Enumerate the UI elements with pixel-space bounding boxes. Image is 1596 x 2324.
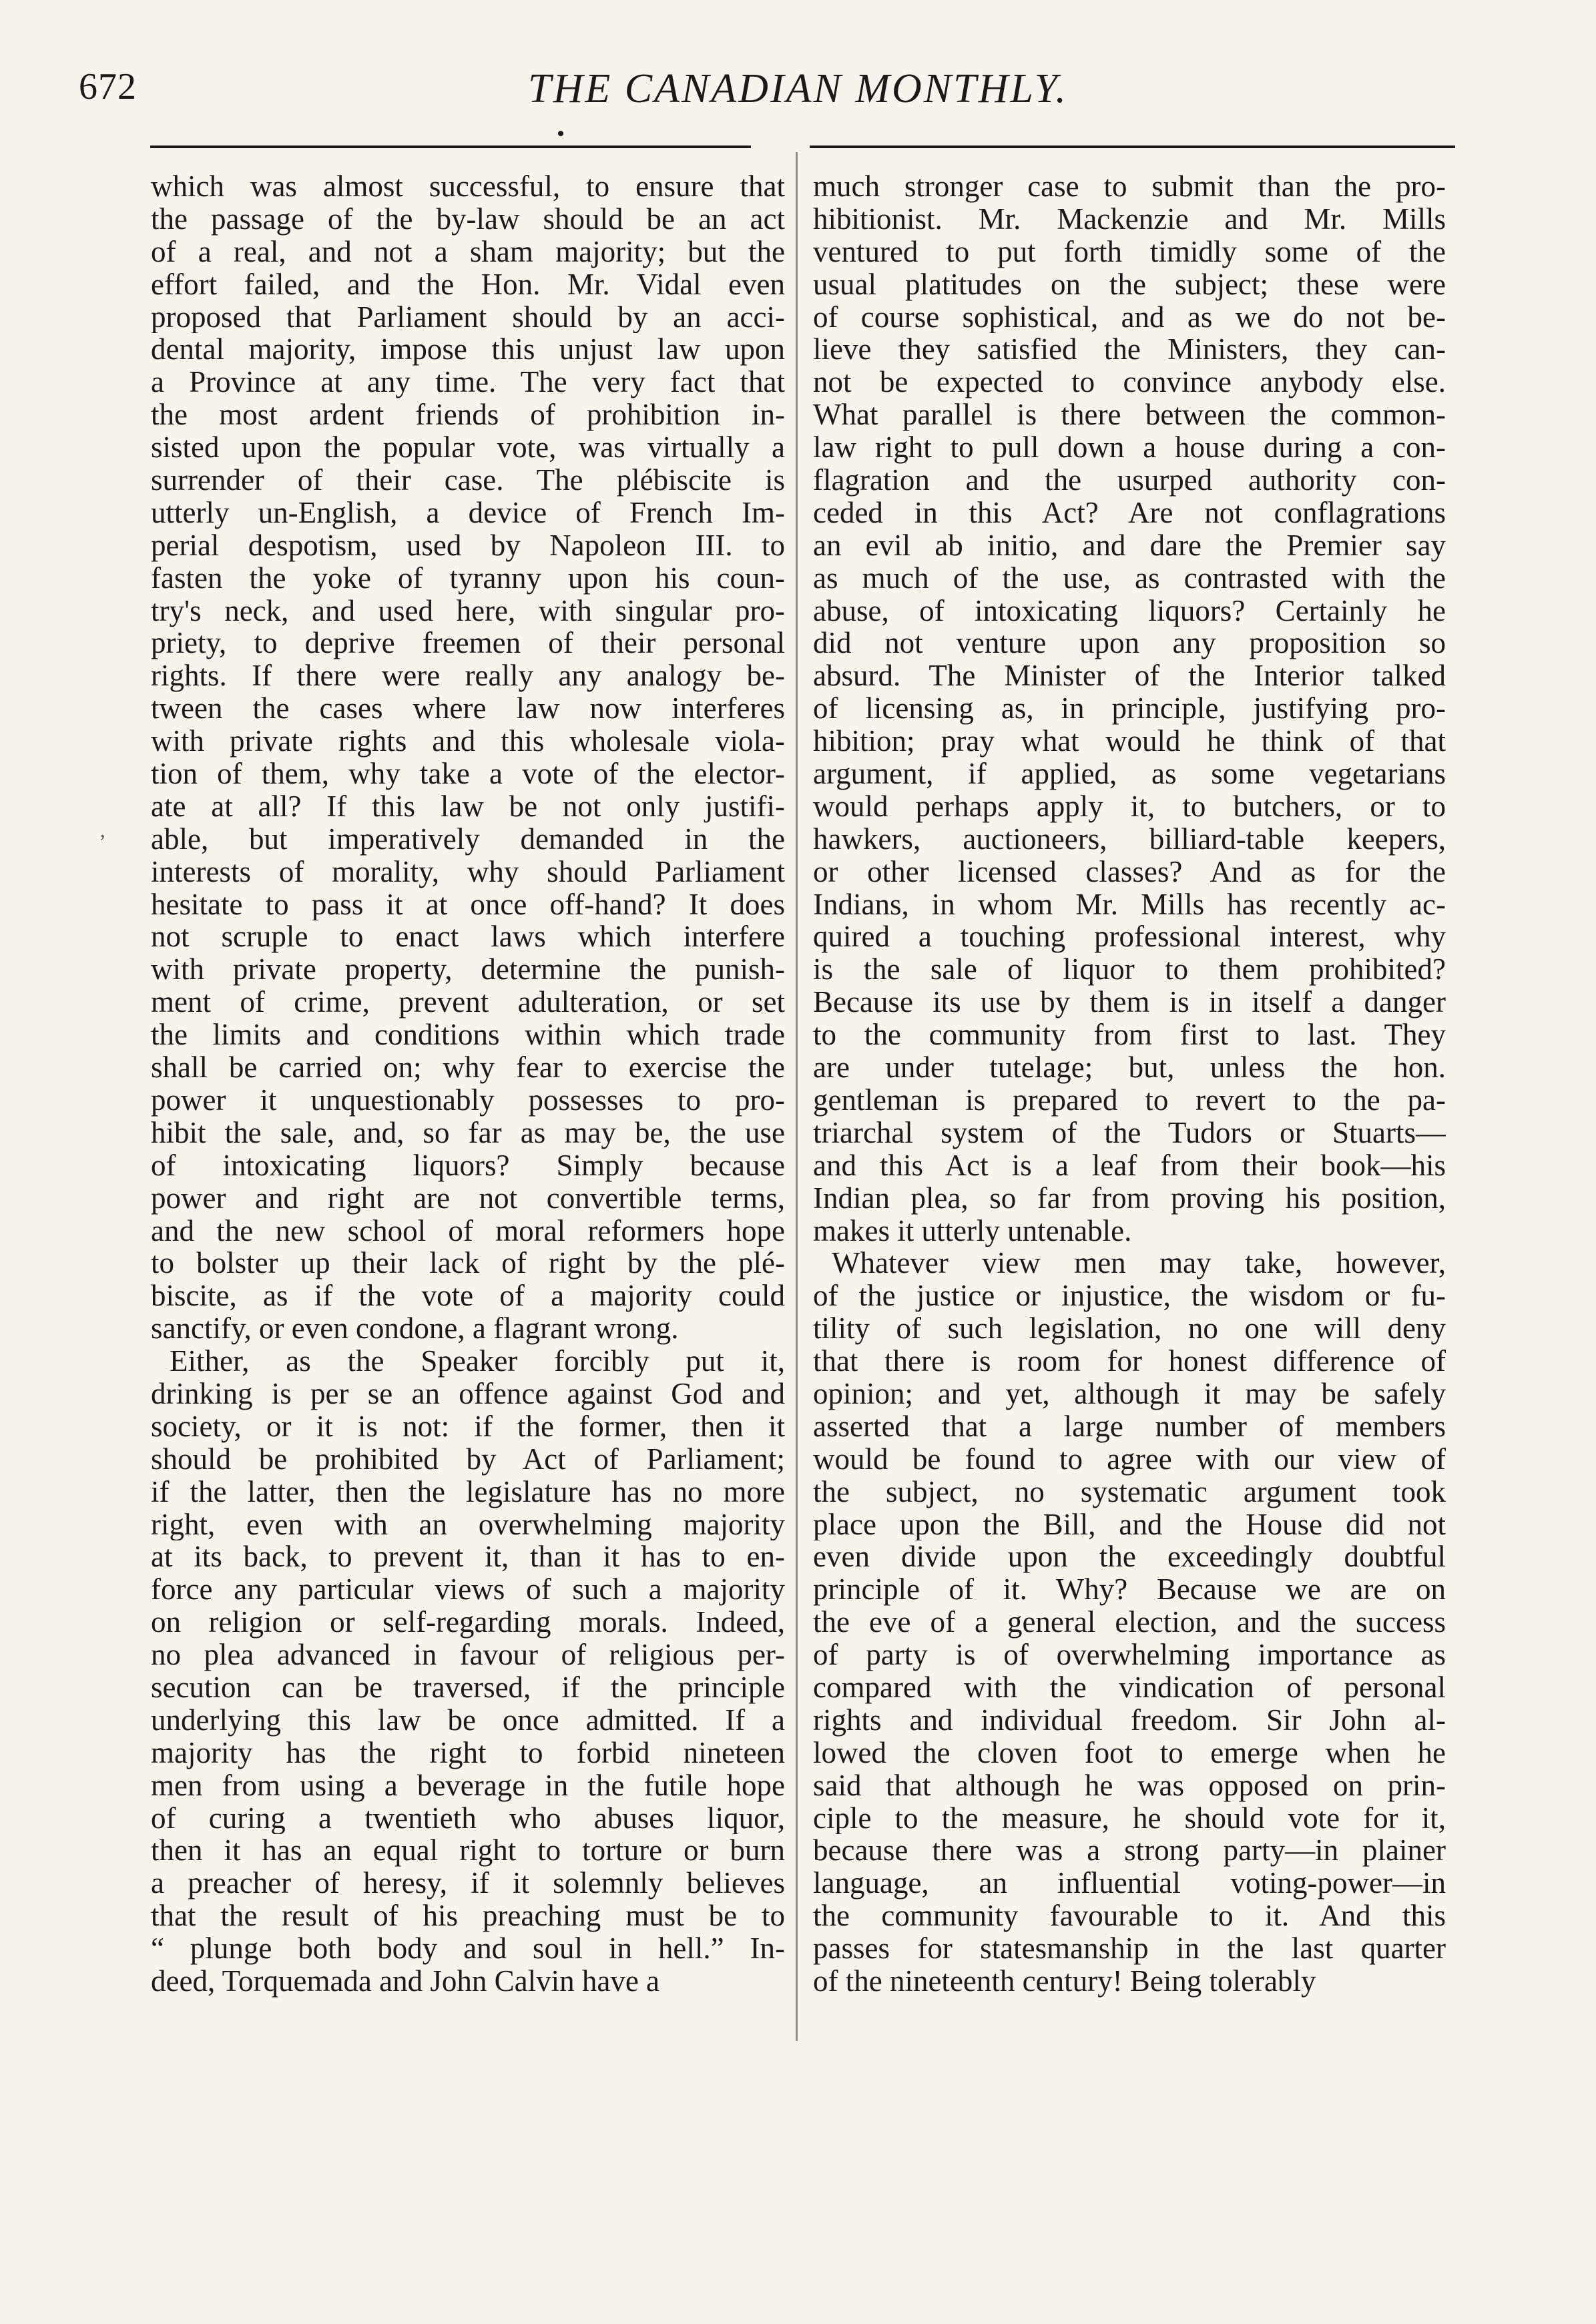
text-line: the passage of the by-law should be an act bbox=[151, 202, 785, 236]
text-line: with private rights and this wholesale viola- bbox=[151, 725, 785, 758]
text-line: perial despotism, used by Napoleon III. to bbox=[151, 529, 785, 562]
text-line: law right to pull down a house during a con- bbox=[813, 431, 1446, 465]
text-line: with private property, determine the punish- bbox=[151, 953, 785, 986]
text-line: priety, to deprive freemen of their personal bbox=[151, 627, 785, 660]
right-column bbox=[813, 170, 1446, 1998]
text-line: argument, if applied, as some vegetarians bbox=[813, 758, 1446, 790]
text-line: ciple to the measure, he should vote for it, bbox=[813, 1801, 1446, 1835]
text-line: of the nineteenth century! Being tolerably bbox=[813, 1964, 1316, 1998]
text-line: quired a touching professional interest, why bbox=[813, 920, 1446, 954]
text-line: did not venture upon any proposition so bbox=[813, 627, 1446, 660]
text-line: compared with the vindication of personal bbox=[813, 1671, 1446, 1704]
left-column bbox=[151, 170, 785, 1998]
text-line: What parallel is there between the common- bbox=[813, 398, 1446, 432]
text-line: dental majority, impose this unjust law upon bbox=[151, 333, 785, 366]
text-line: of party is of overwhelming importance as bbox=[813, 1639, 1446, 1671]
text-line: majority has the right to forbid nineteen bbox=[151, 1736, 785, 1769]
text-line: an evil ab initio, and dare the Premier say bbox=[813, 529, 1446, 562]
text-line: on religion or self-regarding morals. Indeed, bbox=[151, 1606, 785, 1639]
text-line: which was almost successful, to ensure that bbox=[151, 170, 785, 203]
text-line: said that although he was opposed on prin- bbox=[813, 1769, 1446, 1802]
text-line: secution can be traversed, if the principle bbox=[151, 1671, 785, 1704]
page-header bbox=[0, 65, 1596, 119]
text-line: try's neck, and used here, with singular pro- bbox=[151, 594, 785, 627]
text-line: ate at all? If this law be not only justifi- bbox=[151, 790, 785, 823]
text-line: usual platitudes on the subject; these were bbox=[813, 268, 1446, 301]
text-line: passes for statesmanship in the last quarter bbox=[813, 1932, 1446, 1965]
text-line: opinion; and yet, although it may be safely bbox=[813, 1377, 1446, 1410]
text-line: hibition; pray what would he think of that bbox=[813, 725, 1446, 758]
text-line: utterly un-English, a device of French Im- bbox=[151, 496, 785, 529]
text-line: of the justice or injustice, the wisdom or fu- bbox=[813, 1279, 1446, 1313]
text-line: deed, Torquemada and John Calvin have a bbox=[151, 1964, 660, 1998]
text-line: much stronger case to submit than the pro- bbox=[813, 170, 1446, 203]
text-line: hawkers, auctioneers, billiard-table keepers, bbox=[813, 822, 1446, 856]
text-line: right, even with an overwhelming majority bbox=[151, 1508, 785, 1541]
text-line: flagration and the usurped authority con- bbox=[813, 464, 1446, 497]
text-line: the most ardent friends of prohibition in- bbox=[151, 398, 785, 432]
text-line: Whatever view men may take, however, bbox=[832, 1247, 1446, 1280]
text-line: the subject, no systematic argument took bbox=[813, 1475, 1446, 1508]
text-line: that there is room for honest difference of bbox=[813, 1345, 1446, 1378]
text-line: power it unquestionably possesses to pro- bbox=[151, 1083, 785, 1117]
text-line: is the sale of liquor to them prohibited? bbox=[813, 953, 1446, 986]
text-line: absurd. The Minister of the Interior talked bbox=[813, 659, 1446, 693]
column-separator bbox=[796, 152, 798, 2041]
text-line: because there was a strong party—in plainer bbox=[813, 1834, 1446, 1867]
text-line: tion of them, why take a vote of the elector- bbox=[151, 758, 785, 790]
text-line: place upon the Bill, and the House did not bbox=[813, 1508, 1446, 1541]
text-line: drinking is per se an offence against God and bbox=[151, 1377, 785, 1410]
text-line: rights and individual freedom. Sir John al- bbox=[813, 1703, 1446, 1737]
text-line: interests of morality, why should Parliament bbox=[151, 855, 785, 888]
text-line: of intoxicating liquors? Simply because bbox=[151, 1149, 785, 1182]
text-line: principle of it. Why? Because we are on bbox=[813, 1573, 1446, 1607]
text-line: makes it utterly untenable. bbox=[813, 1214, 1132, 1247]
text-line: that the result of his preaching must be to bbox=[151, 1900, 785, 1933]
text-line: asserted that a large number of members bbox=[813, 1410, 1446, 1443]
text-line: as much of the use, as contrasted with the bbox=[813, 561, 1446, 595]
header-rule-left bbox=[150, 146, 751, 148]
text-line: men from using a beverage in the futile hope bbox=[151, 1769, 785, 1802]
page-number: 672 bbox=[79, 66, 137, 107]
text-line: shall be carried on; why fear to exercise the bbox=[151, 1051, 785, 1084]
margin-mark: , bbox=[100, 820, 105, 842]
text-line: the community favourable to it. And this bbox=[813, 1900, 1446, 1933]
text-line: surrender of their case. The plébiscite is bbox=[151, 464, 785, 497]
text-line: ceded in this Act? Are not conflagrations bbox=[813, 496, 1446, 529]
text-line: gentleman is prepared to revert to the pa- bbox=[813, 1083, 1446, 1117]
text-line: the limits and conditions within which trade bbox=[151, 1019, 785, 1052]
text-line: to bolster up their lack of right by the plé- bbox=[151, 1247, 785, 1280]
text-line: triarchal system of the Tudors or Stuarts— bbox=[813, 1116, 1446, 1149]
text-line: no plea advanced in favour of religious per- bbox=[151, 1639, 785, 1671]
text-line: biscite, as if the vote of a majority could bbox=[151, 1279, 785, 1313]
text-line: tility of such legislation, no one will deny bbox=[813, 1312, 1446, 1346]
text-line: not be expected to convince anybody else. bbox=[813, 366, 1446, 399]
text-line: hibit the sale, and, so far as may be, the use bbox=[151, 1116, 785, 1149]
text-line: underlying this law be once admitted. If a bbox=[151, 1703, 785, 1737]
running-title: THE CANADIAN MONTHLY. bbox=[528, 66, 1068, 111]
text-line: tween the cases where law now interferes bbox=[151, 692, 785, 725]
text-line: abuse, of intoxicating liquors? Certainly he bbox=[813, 594, 1446, 627]
text-line: or other licensed classes? And as for the bbox=[813, 855, 1446, 888]
text-line: the eve of a general election, and the success bbox=[813, 1606, 1446, 1639]
text-line: a preacher of heresy, if it solemnly believes bbox=[151, 1867, 785, 1900]
text-line: should be prohibited by Act of Parliament; bbox=[151, 1442, 785, 1476]
text-line: Indian plea, so far from proving his position, bbox=[813, 1181, 1446, 1215]
text-line: fasten the yoke of tyranny upon his coun- bbox=[151, 561, 785, 595]
text-line: lieve they satisfied the Ministers, they can- bbox=[813, 333, 1446, 366]
text-line: of licensing as, in principle, justifying pro- bbox=[813, 692, 1446, 725]
text-line: are under tutelage; but, unless the hon. bbox=[813, 1051, 1446, 1084]
text-line: society, or it is not: if the former, then it bbox=[151, 1410, 785, 1443]
header-dot bbox=[558, 131, 563, 136]
text-line: sanctify, or even condone, a flagrant wrong. bbox=[151, 1312, 679, 1346]
text-line: would perhaps apply it, to butchers, or to bbox=[813, 790, 1446, 823]
text-line: proposed that Parliament should by an acci- bbox=[151, 300, 785, 334]
text-line: a Province at any time. The very fact that bbox=[151, 366, 785, 399]
text-line: ventured to put forth timidly some of the bbox=[813, 235, 1446, 268]
text-line: lowed the cloven foot to emerge when he bbox=[813, 1736, 1446, 1769]
text-line: to the community from first to last. They bbox=[813, 1019, 1446, 1052]
text-line: power and right are not convertible terms, bbox=[151, 1181, 785, 1215]
text-line: even divide upon the exceedingly doubtful bbox=[813, 1540, 1446, 1574]
text-line: of curing a twentieth who abuses liquor, bbox=[151, 1801, 785, 1835]
text-line: and this Act is a leaf from their book—his bbox=[813, 1149, 1446, 1182]
text-line: effort failed, and the Hon. Mr. Vidal even bbox=[151, 268, 785, 301]
text-line: not scruple to enact laws which interfere bbox=[151, 920, 785, 954]
text-line: “ plunge both body and soul in hell.” In- bbox=[151, 1932, 785, 1965]
text-line: hesitate to pass it at once off-hand? It does bbox=[151, 888, 785, 921]
text-line: rights. If there were really any analogy be- bbox=[151, 659, 785, 693]
header-rule-right bbox=[810, 146, 1455, 148]
text-line: hibitionist. Mr. Mackenzie and Mr. Mills bbox=[813, 202, 1446, 236]
text-line: of a real, and not a sham majority; but the bbox=[151, 235, 785, 268]
text-line: at its back, to prevent it, than it has to en- bbox=[151, 1540, 785, 1574]
text-line: of course sophistical, and as we do not be- bbox=[813, 300, 1446, 334]
text-line: ment of crime, prevent adulteration, or set bbox=[151, 986, 785, 1019]
text-line: Indians, in whom Mr. Mills has recently ac- bbox=[813, 888, 1446, 921]
text-line: and the new school of moral reformers hope bbox=[151, 1214, 785, 1247]
text-line: language, an influential voting-power—in bbox=[813, 1867, 1446, 1900]
text-line: Because its use by them is in itself a danger bbox=[813, 986, 1446, 1019]
text-line: would be found to agree with our view of bbox=[813, 1442, 1446, 1476]
text-line: force any particular views of such a majority bbox=[151, 1573, 785, 1607]
text-line: then it has an equal right to torture or burn bbox=[151, 1834, 785, 1867]
text-line: if the latter, then the legislature has no more bbox=[151, 1475, 785, 1508]
text-line: sisted upon the popular vote, was virtually a bbox=[151, 431, 785, 465]
text-line: able, but imperatively demanded in the bbox=[151, 822, 785, 856]
text-line: Either, as the Speaker forcibly put it, bbox=[170, 1345, 785, 1378]
